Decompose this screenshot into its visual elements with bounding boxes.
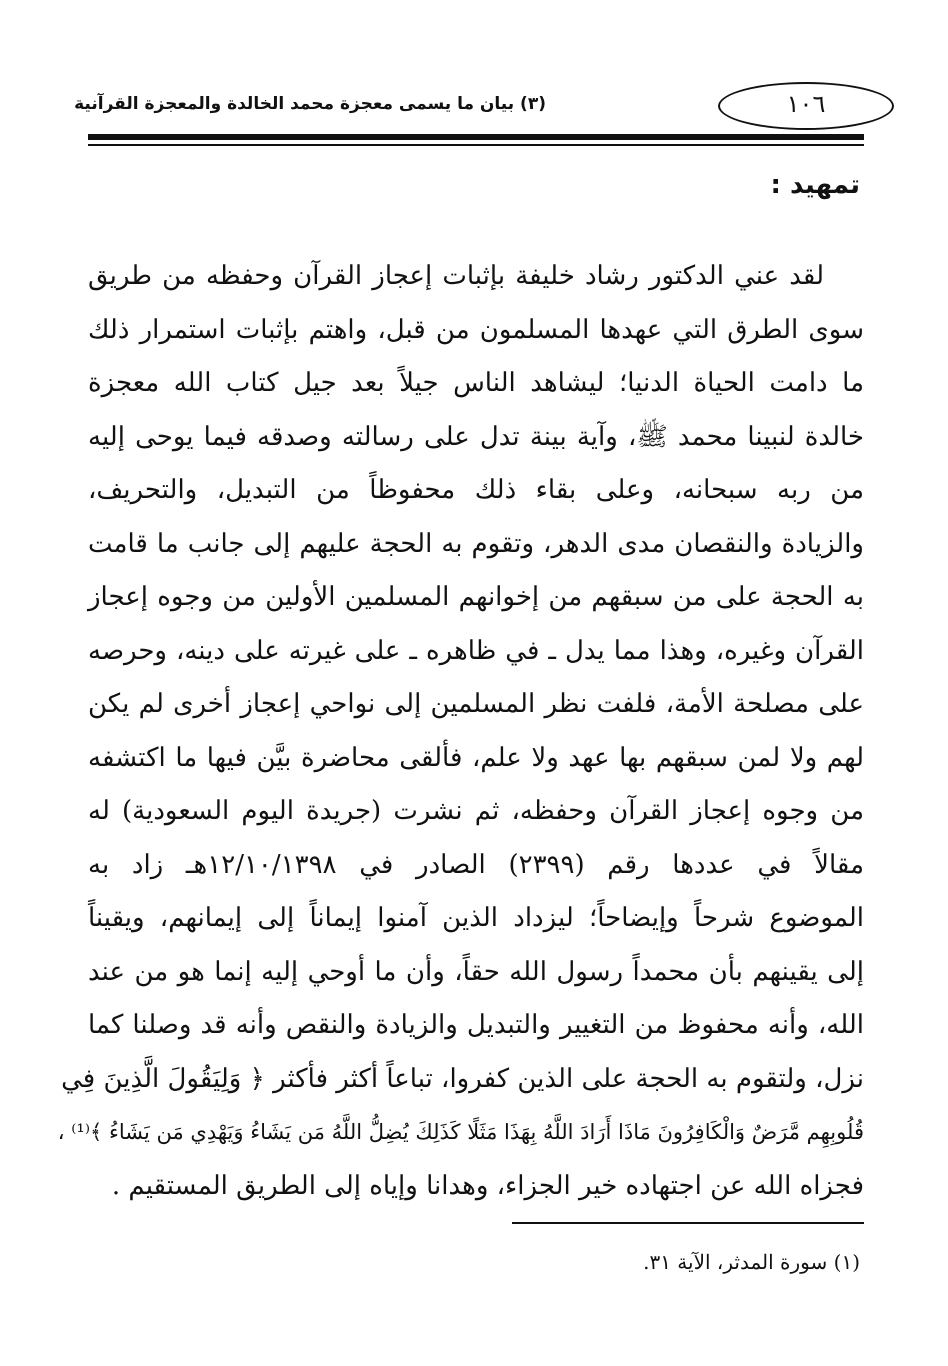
body-line: الموضوع شرحاً وإيضاحاً؛ ليزداد الذين آمنوا إيماناً إلى إيمانهم، ويقيناً xyxy=(88,903,864,933)
footnote-rule xyxy=(512,1222,864,1224)
body-line: فجزاه الله عن اجتهاده خير الجزاء، وهدانا وإياه إلى الطريق المستقيم . xyxy=(111,1170,864,1201)
header-rule-thick xyxy=(88,134,864,140)
body-line: من وجوه إعجاز القرآن وحفظه، ثم نشرت (جريدة اليوم السعودية) له xyxy=(88,796,864,826)
body-line: الله، وأنه محفوظ من التغيير والتبديل والزيادة والنقص وأنه قد وصلنا كما xyxy=(88,1010,864,1040)
page-number: ١٠٦ xyxy=(718,82,894,130)
section-heading: تمهيد : xyxy=(770,170,860,200)
body-line: نزل، ولتقوم به الحجة على الذين كفروا، تباعاً أكثر فأكثر ﴿ وَلِيَقُولَ الَّذِينَ فِي xyxy=(61,1063,864,1094)
body-line: إلى يقينهم بأن محمداً رسول الله حقاً، وأن ما أوحي إليه إنما هو من عند xyxy=(88,956,864,987)
body-line: من ربه سبحانه، وعلى بقاء ذلك محفوظاً من التبديل، والتحريف، xyxy=(88,475,864,505)
running-header-title: (٣) بيان ما يسمى معجزة محمد الخالدة والمعجزة القرآنية xyxy=(74,94,546,114)
body-line: والزيادة والنقصان مدى الدهر، وتقوم به الحجة عليهم إلى جانب ما قامت xyxy=(88,528,864,559)
body-line: لقد عني الدكتور رشاد خليفة بإثبات إعجاز القرآن وحفظه من طريق xyxy=(88,261,824,291)
body-line: خالدة لنبينا محمد ﷺ، وآية بينة تدل على رسالته وصدقه فيما يوحى إليه xyxy=(88,421,864,452)
running-header xyxy=(74,82,864,138)
body-line: سوى الطرق التي عهدها المسلمون من قبل، واهتم بإثبات استمرار ذلك xyxy=(88,314,864,345)
body-line: به الحجة على من سبقهم من إخوانهم المسلمين الأولين من وجوه إعجاز xyxy=(88,582,864,612)
body-line: لهم ولا لمن سبقهم بها عهد ولا علم، فألقى محاضرة بيَّن فيها ما اكتشفه xyxy=(88,742,864,773)
body-line: مقالاً في عددها رقم (٢٣٩٩) الصادر في ١٢/١٠/١٣٩٨هـ زاد به xyxy=(88,849,864,880)
body-text xyxy=(57,250,864,1213)
header-rule-thin xyxy=(88,144,864,146)
body-line: على مصلحة الأمة، فلفت نظر المسلمين إلى نواحي إعجاز أخرى لم يكن xyxy=(88,689,864,719)
body-line: ما دامت الحياة الدنيا؛ ليشاهد الناس جيلاً بعد جيل كتاب الله معجزة xyxy=(88,368,864,398)
quran-verse-line: قُلُوبِهِم مَّرَضٌ وَالْكَافِرُونَ مَاذَا أَرَادَ اللَّهُ بِهَذَا مَثَلًا كَذَلِكَ يُضِلُّ اللَّهُ مَن يَشَاءُ وَيَهْدِي مَن يَشَاءُ ﴾⁽¹⁾ ، xyxy=(57,1120,864,1144)
footnote: (١) سورة المدثر، الآية ٣١. xyxy=(643,1250,860,1274)
body-line: القرآن وغيره، وهذا مما يدل ـ في ظاهره ـ على غيرته على دينه، وحرصه xyxy=(88,635,864,666)
